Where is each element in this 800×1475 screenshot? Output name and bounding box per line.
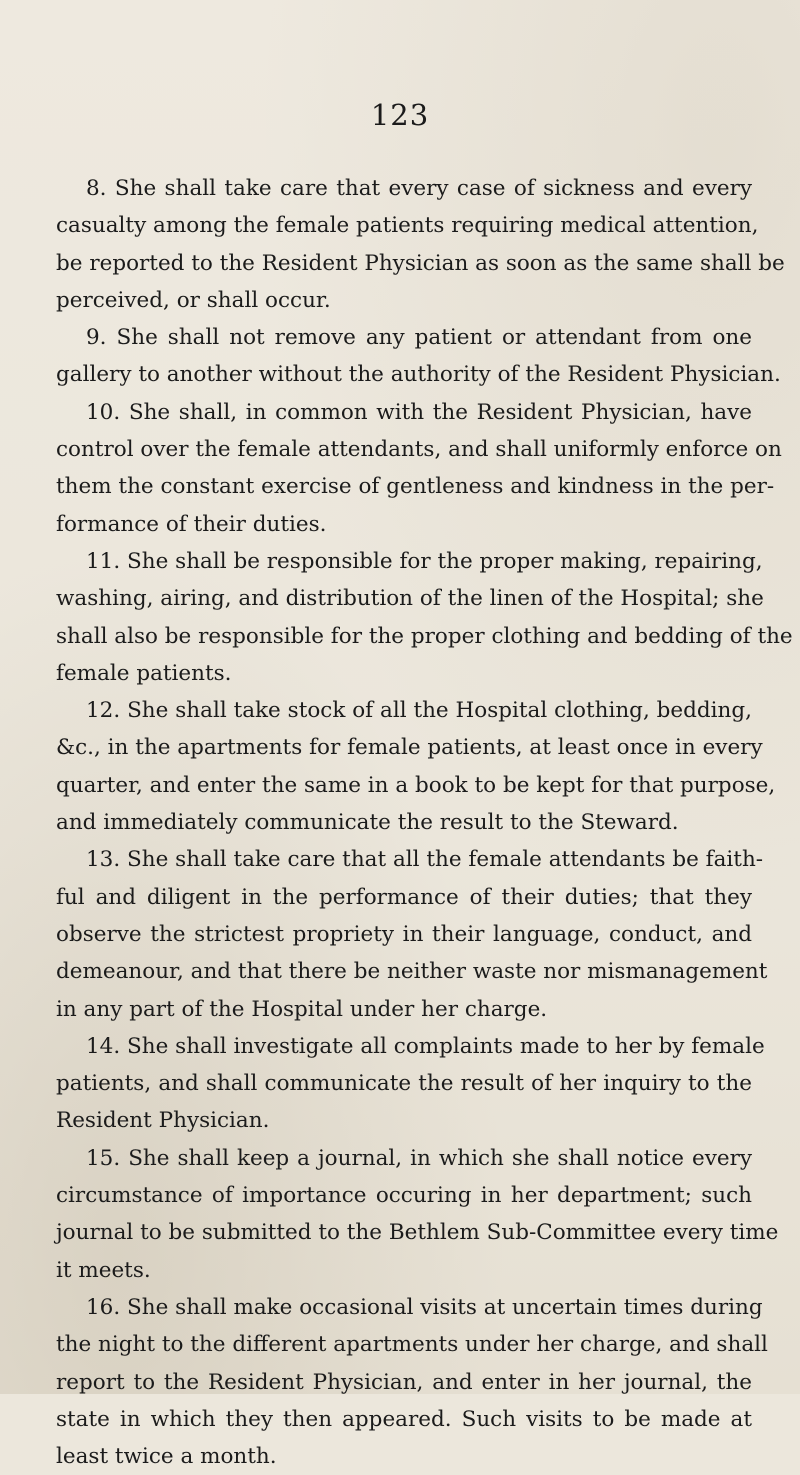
text-line: Resident Physician. [56, 1108, 270, 1134]
text-line: 16. She shall make occasional visits at uncertain times during [86, 1294, 763, 1320]
text-line: demeanour, and that there be neither waste nor mismanagement [56, 959, 768, 985]
text-line: perceived, or shall occur. [56, 287, 331, 313]
page-body-text [56, 170, 793, 1475]
text-line: 14. She shall investigate all complaints made to her by female [86, 1033, 765, 1059]
text-line: them the constant exercise of gentleness and kindness in the per- [56, 474, 775, 500]
text-line: 13. She shall take care that all the female attendants be faith- [86, 847, 764, 873]
text-line: state in which they then appeared. Such visits to be made at [56, 1406, 752, 1432]
text-line: patients, and shall communicate the result of her inquiry to the [56, 1071, 752, 1097]
page-number: 123 [370, 98, 430, 132]
text-line: 11. She shall be responsible for the proper making, repairing, [86, 548, 763, 574]
text-line: in any part of the Hospital under her charge. [56, 996, 548, 1022]
text-line: control over the female attendants, and shall uniformly enforce on [56, 437, 782, 463]
text-line: ful and diligent in the performance of their duties; that they [56, 884, 752, 910]
text-line: 8. She shall take care that every case of sickness and every [86, 176, 752, 201]
text-line: washing, airing, and distribution of the linen of the Hospital; she [56, 586, 764, 612]
text-line: 9. She shall not remove any patient or attendant from one [86, 325, 752, 351]
text-line: &c., in the apartments for female patients, at least once in every [56, 735, 763, 761]
text-line: be reported to the Resident Physician as soon as the same shall be [56, 250, 785, 276]
text-line: journal to be submitted to the Bethlem Sub-Committee every time [56, 1220, 779, 1246]
text-line: gallery to another without the authority of the Resident Physician. [56, 362, 781, 388]
text-line: and immediately communicate the result to the Steward. [56, 810, 679, 836]
text-line: observe the strictest propriety in their language, conduct, and [56, 921, 752, 947]
text-line: 12. She shall take stock of all the Hospital clothing, bedding, [86, 698, 752, 724]
text-line: shall also be responsible for the proper clothing and bedding of the [56, 623, 793, 649]
text-line: 10. She shall, in common with the Resident Physician, have [86, 399, 752, 425]
text-line: female patients. [56, 660, 232, 686]
text-line: 15. She shall keep a journal, in which she shall notice every [86, 1145, 752, 1171]
text-line: it meets. [56, 1257, 151, 1283]
text-line: casualty among the female patients requiring medical attention, [56, 213, 759, 239]
text-line: least twice a month. [56, 1444, 277, 1470]
text-line: quarter, and enter the same in a book to be kept for that purpose, [56, 772, 776, 798]
text-line: report to the Resident Physician, and enter in her journal, the [56, 1369, 752, 1395]
text-line: the night to the different apartments under her charge, and shall [56, 1332, 768, 1358]
text-line: circumstance of importance occuring in her department; such [56, 1183, 752, 1209]
text-line: formance of their duties. [56, 511, 327, 537]
